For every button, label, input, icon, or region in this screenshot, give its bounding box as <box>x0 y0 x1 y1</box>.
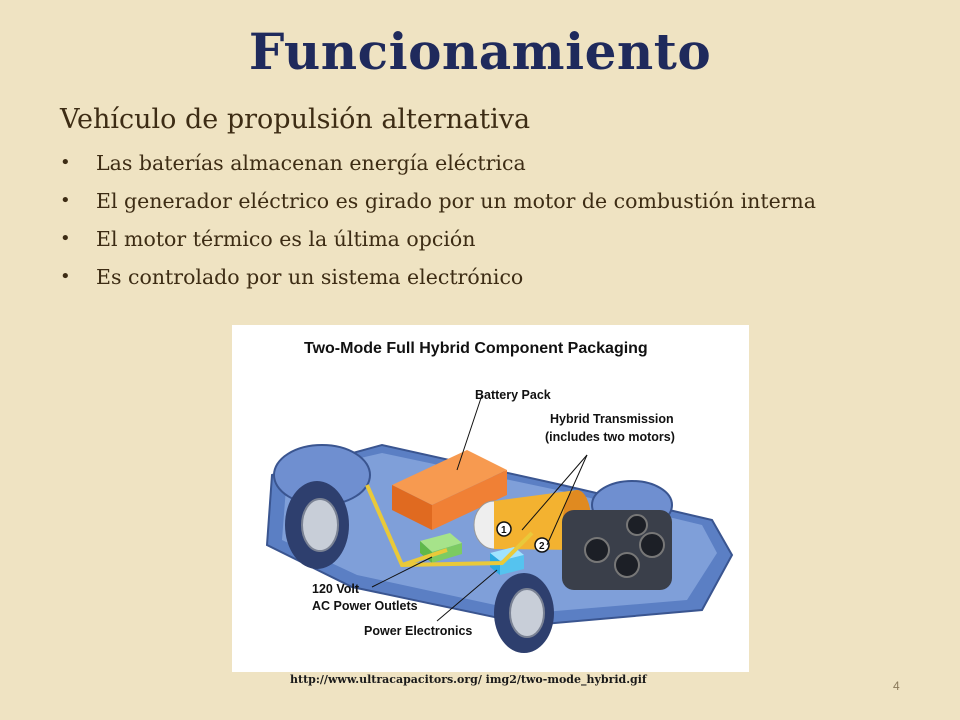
front-left-wheel-icon <box>285 481 349 569</box>
list-item <box>60 186 816 224</box>
list-item <box>60 224 816 262</box>
marker-1 <box>497 522 511 536</box>
hybrid-car-illustration <box>232 325 749 672</box>
slide-title: Funcionamiento <box>248 22 712 81</box>
list-item <box>60 148 816 186</box>
bullet-icon: • <box>60 190 71 211</box>
slide-subtitle: Vehículo de propulsión alternativa <box>60 104 531 135</box>
bullet-text: El generador eléctrico es girado por un motor de combustión interna <box>96 189 816 213</box>
bullet-icon: • <box>60 152 71 173</box>
figure-heading: Two-Mode Full Hybrid Component Packaging <box>304 340 648 357</box>
transmission-sublabel: (includes two motors) <box>545 430 675 444</box>
power-electronics-label: Power Electronics <box>364 624 473 638</box>
bullet-text: El motor térmico es la última opción <box>96 227 476 251</box>
page-number: 4 <box>893 679 900 693</box>
svg-text:1: 1 <box>501 525 507 536</box>
outlets-sublabel: AC Power Outlets <box>312 599 418 613</box>
list-item <box>60 262 816 300</box>
outlets-label: 120 Volt <box>312 582 360 596</box>
hybrid-diagram-figure <box>232 325 749 672</box>
battery-pack-label: Battery Pack <box>475 388 551 402</box>
bullet-text: Las baterías almacenan energía eléctrica <box>96 151 526 175</box>
bullet-icon: • <box>60 266 71 287</box>
marker-2 <box>535 538 549 552</box>
transmission-label: Hybrid Transmission <box>550 412 674 426</box>
bullet-list <box>60 148 816 300</box>
engine-icon <box>562 510 672 590</box>
bullet-icon: • <box>60 228 71 249</box>
bullet-text: Es controlado por un sistema electrónico <box>96 265 524 289</box>
svg-text:2: 2 <box>539 541 545 552</box>
front-right-wheel-icon <box>494 573 554 653</box>
image-source-caption: http://www.ultracapacitors.org/ img2/two-mode_hybrid.gif <box>290 673 647 686</box>
